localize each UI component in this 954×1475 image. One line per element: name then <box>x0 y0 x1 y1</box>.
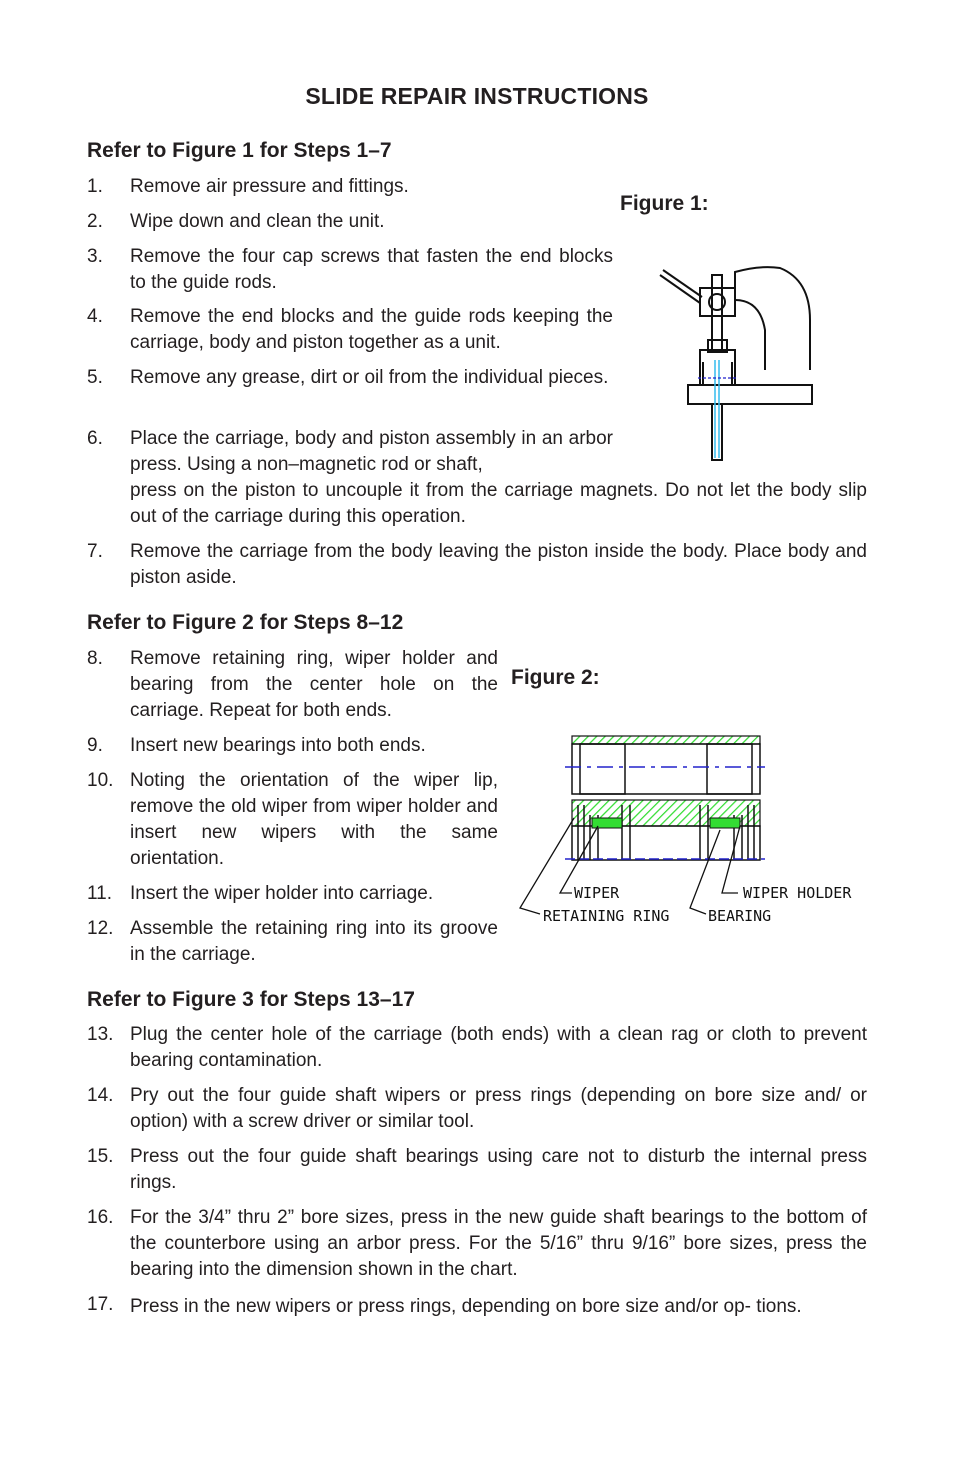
step-number: 13. <box>87 1024 114 1045</box>
step-number: 15. <box>87 1146 114 1167</box>
figure-1-label: Figure 1: <box>620 192 709 215</box>
step-number: 10. <box>87 770 114 791</box>
step-text: Remove the end blocks and the guide rods keeping the carriage, body and piston together as a unit. <box>130 306 613 353</box>
step-text: Remove air pressure and fittings. <box>130 176 409 197</box>
step-text: Remove any grease, dirt or oil from the individual pieces. <box>130 367 609 388</box>
callout-bearing: BEARING <box>708 907 772 925</box>
step-text: Assemble the retaining ring into its groove in the carriage. <box>130 918 498 965</box>
callout-wiper-holder: WIPER HOLDER <box>743 884 852 902</box>
step-number: 9. <box>87 735 103 756</box>
step-number: 8. <box>87 648 103 669</box>
step-number: 11. <box>87 883 113 904</box>
step-text: Press out the four guide shaft bearings using care not to disturb the internal press rings. <box>130 1146 867 1193</box>
section-heading-figure-2: Refer to Figure 2 for Steps 8–12 <box>87 611 404 634</box>
step-number: 3. <box>87 246 103 267</box>
step-text: Remove the carriage from the body leaving the piston inside the body. Place body and piston aside. <box>130 541 867 588</box>
step-text: Place the carriage, body and piston assembly in an arbor press. Using a non–magnetic rod or shaft, <box>130 428 613 475</box>
step-text-continuation: press on the piston to uncouple it from the carriage magnets. Do not let the body slip out of the carriage during this operation. <box>130 480 867 527</box>
step-number: 16. <box>87 1207 114 1228</box>
step-text: For the 3/4” thru 2” bore sizes, press in the new guide shaft bearings to the bottom of the counterbore using an arbor press. For the 5/16” thru 9/16” bore sizes, press the bearing into the dimension shown in the chart. <box>130 1207 867 1280</box>
step-number: 14. <box>87 1085 114 1106</box>
step-number: 5. <box>87 367 103 388</box>
step-text: Insert the wiper holder into carriage. <box>130 883 434 904</box>
figure-1-arbor-press-diagram <box>640 255 840 465</box>
step-text: Remove the four cap screws that fasten the end blocks to the guide rods. <box>130 246 613 293</box>
step-text: Pry out the four guide shaft wipers or press rings (depending on bore size and/ or option) with a screw driver or similar tool. <box>130 1085 867 1132</box>
section-heading-figure-3: Refer to Figure 3 for Steps 13–17 <box>87 988 415 1011</box>
section-heading-figure-1: Refer to Figure 1 for Steps 1–7 <box>87 139 392 162</box>
step-number: 2. <box>87 211 103 232</box>
step-number: 1. <box>87 176 103 197</box>
step-number: 17. <box>87 1294 114 1315</box>
step-text: Insert new bearings into both ends. <box>130 735 426 756</box>
step-text: Noting the orientation of the wiper lip, remove the old wiper from wiper holder and insert new wipers with the same orientation. <box>130 770 498 869</box>
page-title: SLIDE REPAIR INSTRUCTIONS <box>305 83 649 109</box>
step-text: Wipe down and clean the unit. <box>130 211 385 232</box>
step-text: Remove retaining ring, wiper holder and bearing from the center hole on the carriage. Repeat for both ends. <box>130 648 498 721</box>
figure-2-label: Figure 2: <box>511 666 600 689</box>
callout-retaining-ring: RETAINING RING <box>543 907 670 925</box>
figure-2-carriage-section-diagram <box>515 728 875 928</box>
step-text: Press in the new wipers or press rings, depending on bore size and/or op- tions. <box>130 1296 802 1317</box>
step-text: Plug the center hole of the carriage (both ends) with a clean rag or cloth to prevent bearing contamination. <box>130 1024 867 1071</box>
step-number: 12. <box>87 918 114 939</box>
step-number: 7. <box>87 541 103 562</box>
step-number: 4. <box>87 306 103 327</box>
callout-wiper: WIPER <box>574 884 620 902</box>
step-number: 6. <box>87 428 103 449</box>
